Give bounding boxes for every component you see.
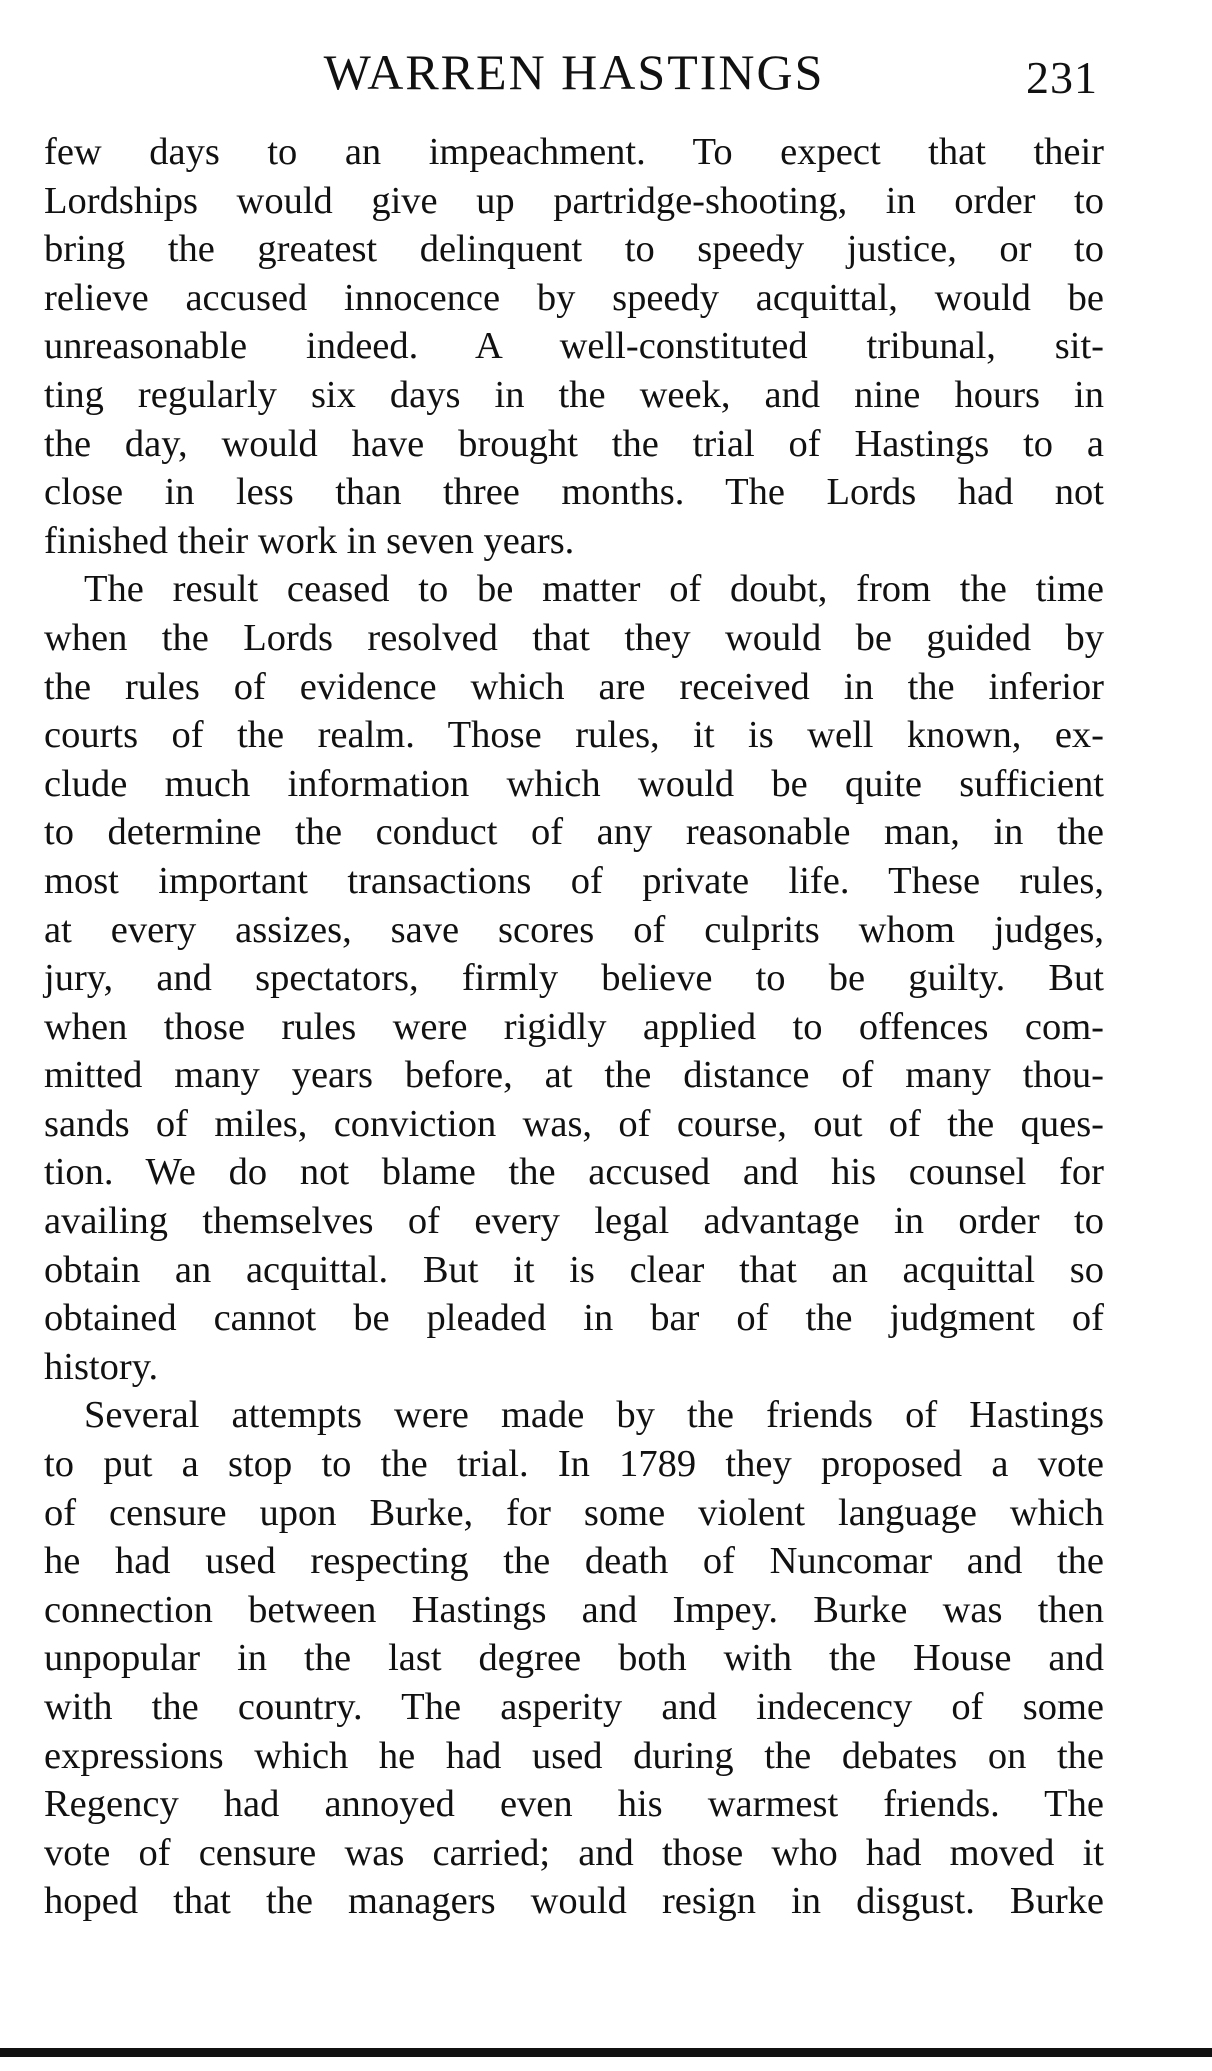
text-line: when the Lords resolved that they would be guided by bbox=[44, 616, 1104, 659]
text-line: jury, and spectators, firmly believe to be guilty. But bbox=[44, 957, 1104, 1000]
text-line: at every assizes, save scores of culprits whom judges, bbox=[44, 908, 1104, 951]
text-line: availing themselves of every legal advantage in order to bbox=[44, 1200, 1104, 1243]
paragraph-2 bbox=[44, 565, 1104, 1391]
text-line: courts of the realm. Those rules, it is well known, ex- bbox=[44, 714, 1104, 757]
text-line: the day, would have brought the trial of Hastings to a bbox=[44, 422, 1104, 465]
text-line: with the country. The asperity and indecency of some bbox=[44, 1686, 1104, 1728]
page-number: 231 bbox=[1026, 52, 1098, 103]
running-head: WARREN HASTINGS bbox=[323, 44, 825, 100]
text-line: Regency had annoyed even his warmest friends. The bbox=[44, 1783, 1104, 1826]
text-line: he had used respecting the death of Nuncomar and the bbox=[44, 1540, 1104, 1583]
text-line: the rules of evidence which are received in the inferior bbox=[44, 665, 1104, 708]
paragraph-3 bbox=[44, 1391, 1104, 1926]
text-line: of censure upon Burke, for some violent language which bbox=[44, 1491, 1104, 1534]
paragraph-1 bbox=[44, 128, 1104, 565]
text-line: few days to an impeachment. To expect that their bbox=[44, 131, 1104, 173]
text-line: Lordships would give up partridge-shooting, in order to bbox=[44, 179, 1104, 222]
body-text bbox=[44, 128, 1104, 1926]
text-line: expressions which he had used during the debates on the bbox=[44, 1734, 1104, 1777]
text-line: The result ceased to be matter of doubt, from the time bbox=[84, 568, 1104, 611]
text-line: Several attempts were made by the friends of Hastings bbox=[84, 1394, 1104, 1437]
text-line: vote of censure was carried; and those who had moved it bbox=[44, 1831, 1104, 1874]
text-line: close in less than three months. The Lords had not bbox=[44, 471, 1104, 514]
text-line: to put a stop to the trial. In 1789 they proposed a vote bbox=[44, 1443, 1104, 1486]
text-line: obtained cannot be pleaded in bar of the judgment of bbox=[44, 1297, 1104, 1340]
text-line: ting regularly six days in the week, and nine hours in bbox=[44, 373, 1104, 416]
text-line: relieve accused innocence by speedy acquittal, would be bbox=[44, 276, 1104, 319]
text-line: unreasonable indeed. A well-constituted tribunal, sit- bbox=[44, 325, 1104, 368]
text-line: unpopular in the last degree both with the House and bbox=[44, 1637, 1104, 1680]
text-line: connection between Hastings and Impey. Burke was then bbox=[44, 1588, 1104, 1631]
text-line: obtain an acquittal. But it is clear that an acquittal so bbox=[44, 1248, 1104, 1291]
text-line: mitted many years before, at the distance of many thou- bbox=[44, 1054, 1104, 1097]
text-line: clude much information which would be quite sufficient bbox=[44, 762, 1104, 805]
text-line: tion. We do not blame the accused and his counsel for bbox=[44, 1151, 1104, 1194]
text-line: to determine the conduct of any reasonable man, in the bbox=[44, 811, 1104, 854]
text-line: sands of miles, conviction was, of course, out of the ques- bbox=[44, 1102, 1104, 1145]
text-line: when those rules were rigidly applied to offences com- bbox=[44, 1005, 1104, 1048]
text-line: most important transactions of private life. These rules, bbox=[44, 859, 1104, 902]
page-header bbox=[44, 42, 1104, 102]
text-line: finished their work in seven years. bbox=[44, 519, 575, 562]
text-line: history. bbox=[44, 1345, 159, 1388]
page-bottom-rule bbox=[0, 2048, 1212, 2057]
text-line: hoped that the managers would resign in disgust. Burke bbox=[44, 1880, 1104, 1923]
text-line: bring the greatest delinquent to speedy justice, or to bbox=[44, 228, 1104, 271]
